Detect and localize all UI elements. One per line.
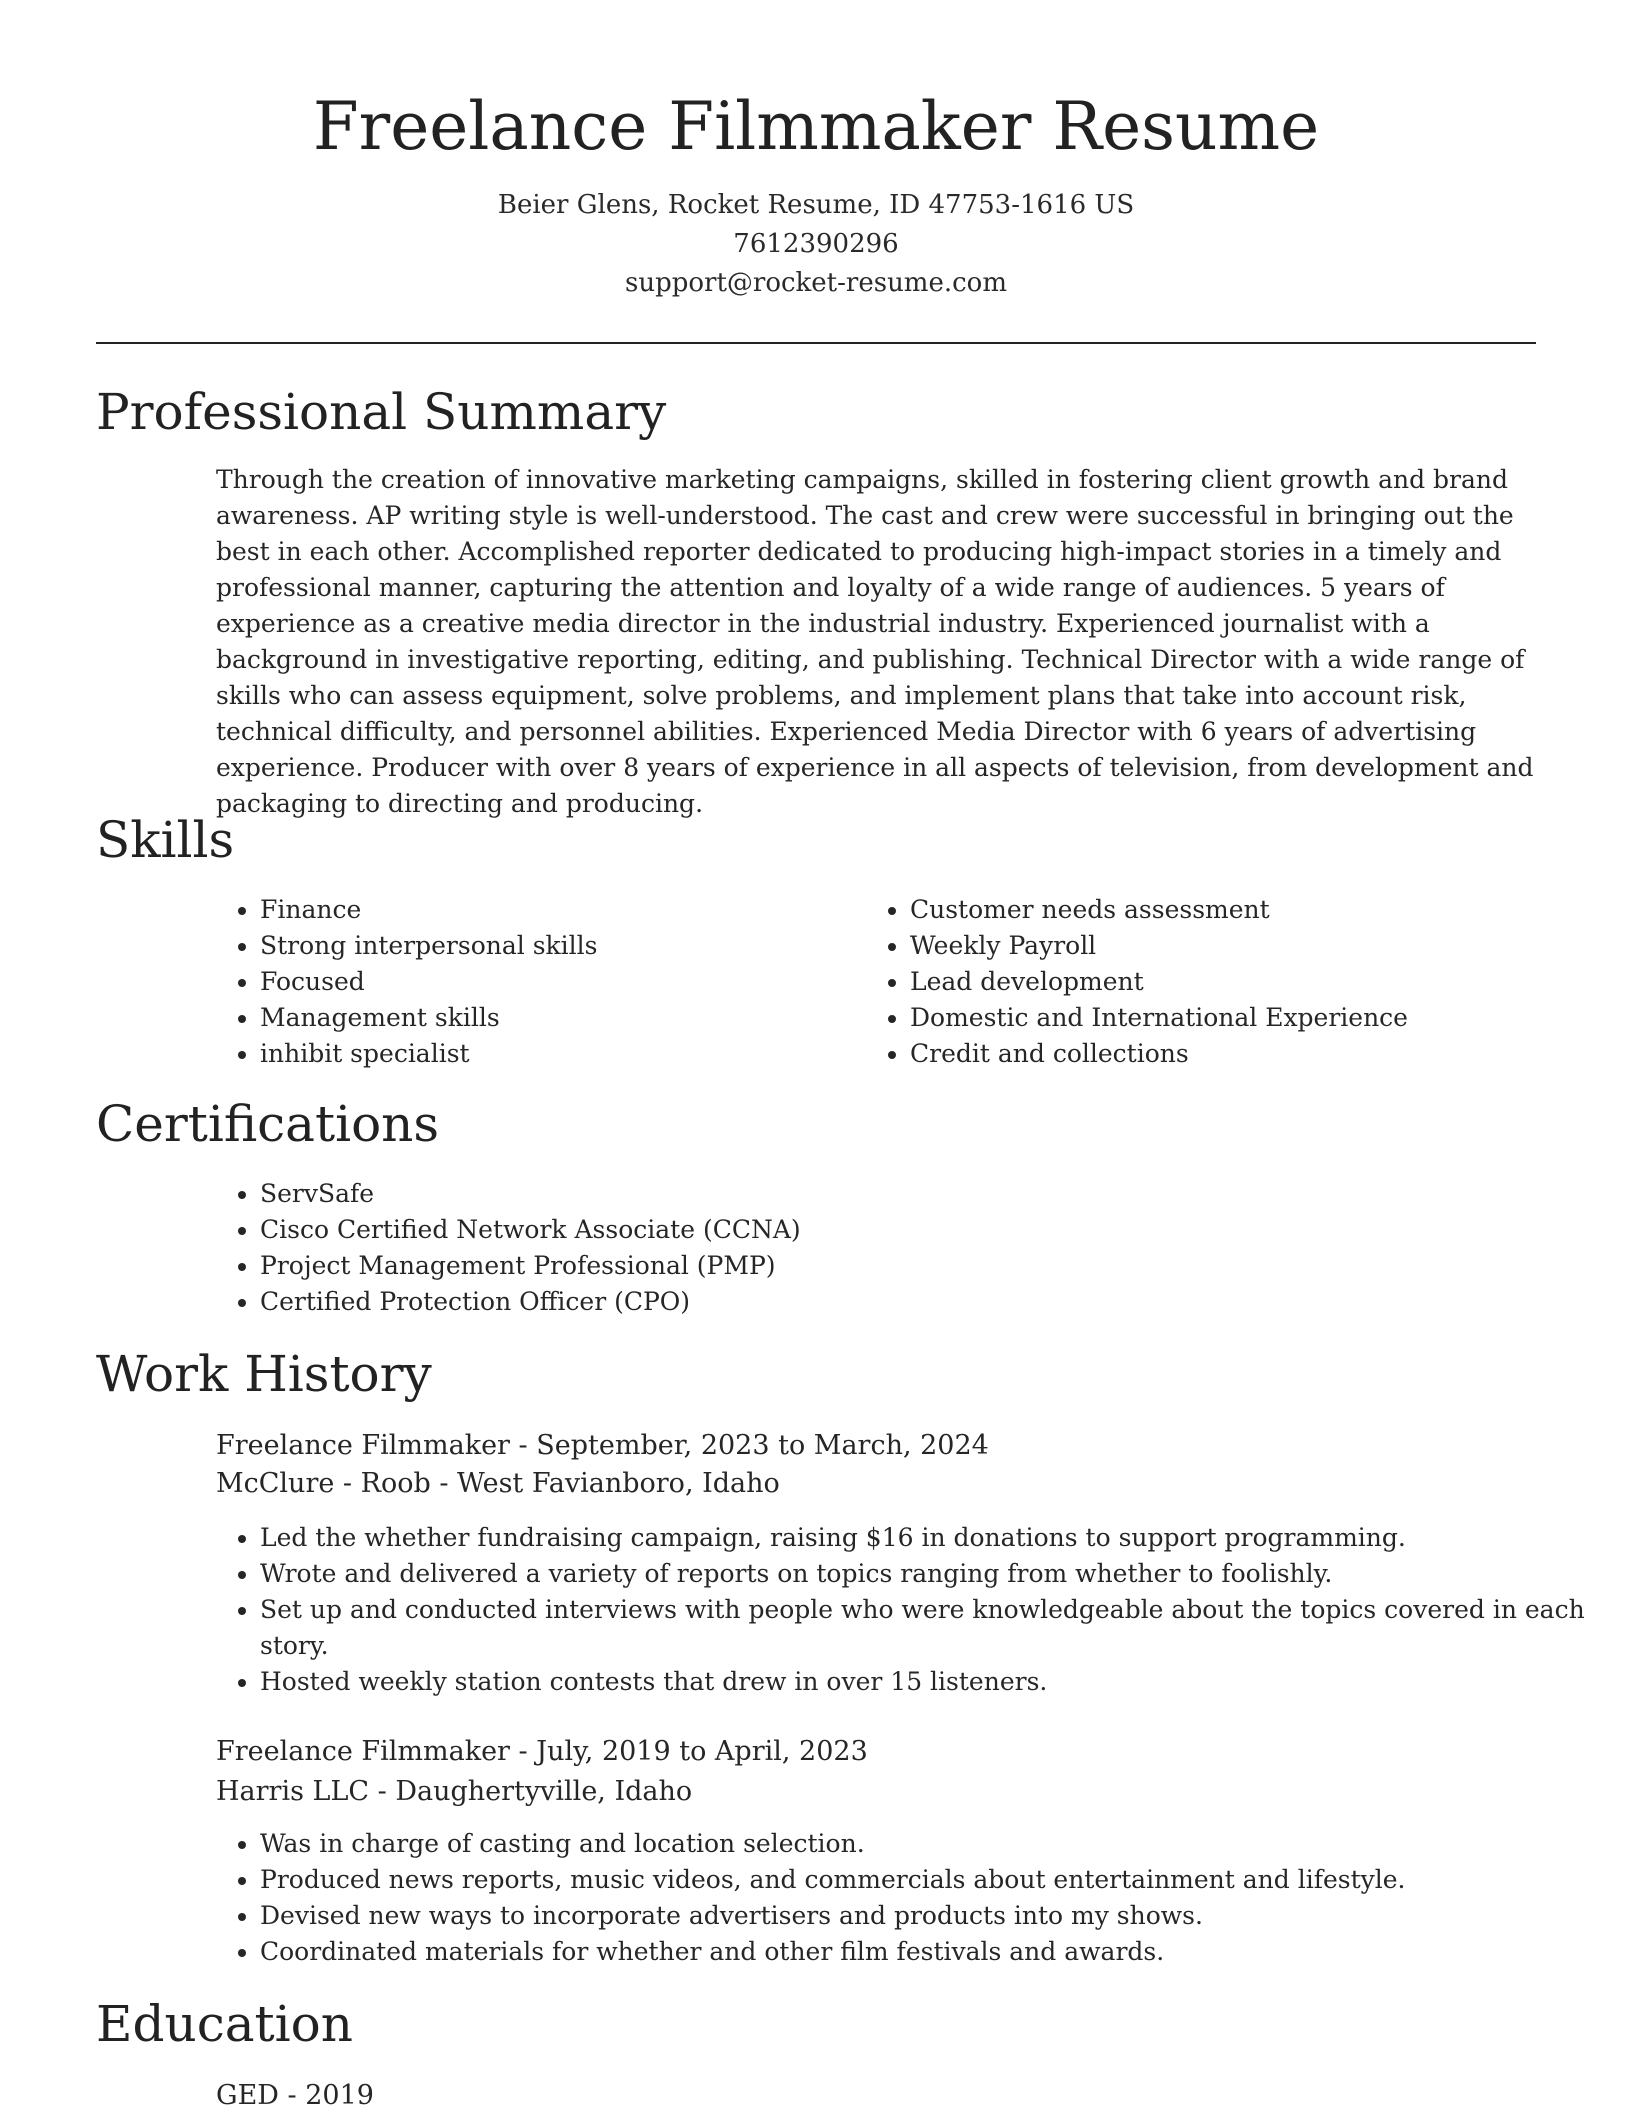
education-year: 2019: [305, 2080, 374, 2111]
address: Beier Glens, Rocket Resume, ID 47753-1616 US: [497, 190, 1135, 220]
skill-item: • Finance: [260, 892, 820, 928]
job-title: Freelance Filmmaker: [216, 1430, 510, 1461]
resume-header: [96, 82, 1536, 303]
certification-item: • Project Management Professional (PMP): [260, 1248, 1460, 1284]
job-duty: • Was in charge of casting and location selection.: [260, 1826, 1586, 1862]
work-history-heading: Work History: [96, 1345, 432, 1403]
job-duties-list: [216, 1520, 1586, 1700]
skill-item: • inhibit specialist: [260, 1036, 820, 1072]
job-duty: • Led the whether fundraising campaign, raising $16 in donations to support programming.: [260, 1520, 1586, 1556]
skills-heading: Skills: [96, 811, 235, 869]
education-heading: Education: [96, 1995, 353, 2053]
certification-item: • Certified Protection Officer (CPO): [260, 1284, 1460, 1320]
job-duty: • Devised new ways to incorporate advertisers and products into my shows.: [260, 1898, 1586, 1934]
skill-item: • Customer needs assessment: [910, 892, 1550, 928]
job-location: West Favianboro, Idaho: [457, 1468, 780, 1499]
job-duties-list: [216, 1826, 1586, 1970]
job-title-line: Freelance Filmmaker - September, 2023 to March, 2024: [216, 1430, 989, 1461]
header-divider: [96, 342, 1536, 344]
email-address: support@rocket-resume.com: [624, 268, 1007, 298]
resume-title: Freelance Filmmaker Resume: [312, 88, 1320, 165]
skill-item: • Strong interpersonal skills: [260, 928, 820, 964]
skill-item: • Weekly Payroll: [910, 928, 1550, 964]
certification-item: • Cisco Certified Network Associate (CCNA): [260, 1212, 1460, 1248]
education-entry: GED - 2019: [216, 2080, 374, 2111]
skills-list-right: [866, 892, 1550, 1072]
phone-number: 7612390296: [733, 229, 899, 259]
skill-item: • Management skills: [260, 1000, 820, 1036]
skill-item: • Focused: [260, 964, 820, 1000]
certification-item: • ServSafe: [260, 1176, 1460, 1212]
job-company: McClure - Roob: [216, 1468, 431, 1499]
education-degree: GED: [216, 2080, 279, 2111]
job-company: Harris LLC: [216, 1776, 370, 1807]
certifications-heading: Certifications: [96, 1095, 440, 1153]
skills-list-left: [216, 892, 820, 1072]
job-duty: • Wrote and delivered a variety of reports on topics ranging from whether to foolishly.: [260, 1556, 1586, 1592]
skill-item: • Lead development: [910, 964, 1550, 1000]
job-duty: • Hosted weekly station contests that drew in over 15 listeners.: [260, 1664, 1586, 1700]
summary-text: Through the creation of innovative marketing campaigns, skilled in fostering client growth and brand awareness. AP writing style is well-understood. The cast and crew were successful in bringing out the best in each other. Accomplished reporter dedicated to producing high-impact stories in a timely and professional manner, capturing the attention and loyalty of a wide range of audiences. 5 years of experience as a creative media director in the industrial industry. Experienced journalist with a background in investigative reporting, editing, and publishing. Technical Director with a wide range of skills who can assess equipment, solve problems, and implement plans that take into account risk, technical difficulty, and personnel abilities. Experienced Media Director with 6 years of advertising experience. Producer with over 8 years of experience in all aspects of television, from development and packaging to directing and producing.: [216, 465, 1534, 818]
skill-item: • Domestic and International Experience: [910, 1000, 1550, 1036]
job-duty: • Produced news reports, music videos, and commercials about entertainment and lifestyle.: [260, 1862, 1586, 1898]
job-location: Daughertyville, Idaho: [395, 1776, 693, 1807]
job-title-line: Freelance Filmmaker - July, 2019 to April, 2023: [216, 1736, 868, 1767]
job-company-line: Harris LLC - Daughertyville, Idaho: [216, 1776, 693, 1807]
contact-info: [96, 186, 1536, 303]
summary-heading: Professional Summary: [96, 383, 667, 441]
skill-item: • Credit and collections: [910, 1036, 1550, 1072]
certifications-list: [216, 1176, 1460, 1320]
job-duty: • Set up and conducted interviews with people who were knowledgeable about the topics covered in each story.: [260, 1592, 1586, 1664]
job-company-line: McClure - Roob - West Favianboro, Idaho: [216, 1468, 780, 1499]
job-title: Freelance Filmmaker: [216, 1736, 510, 1767]
job-duty: • Coordinated materials for whether and other film festivals and awards.: [260, 1934, 1586, 1970]
job-dates: July, 2019 to April, 2023: [536, 1736, 868, 1767]
job-dates: September, 2023 to March, 2024: [536, 1430, 989, 1461]
